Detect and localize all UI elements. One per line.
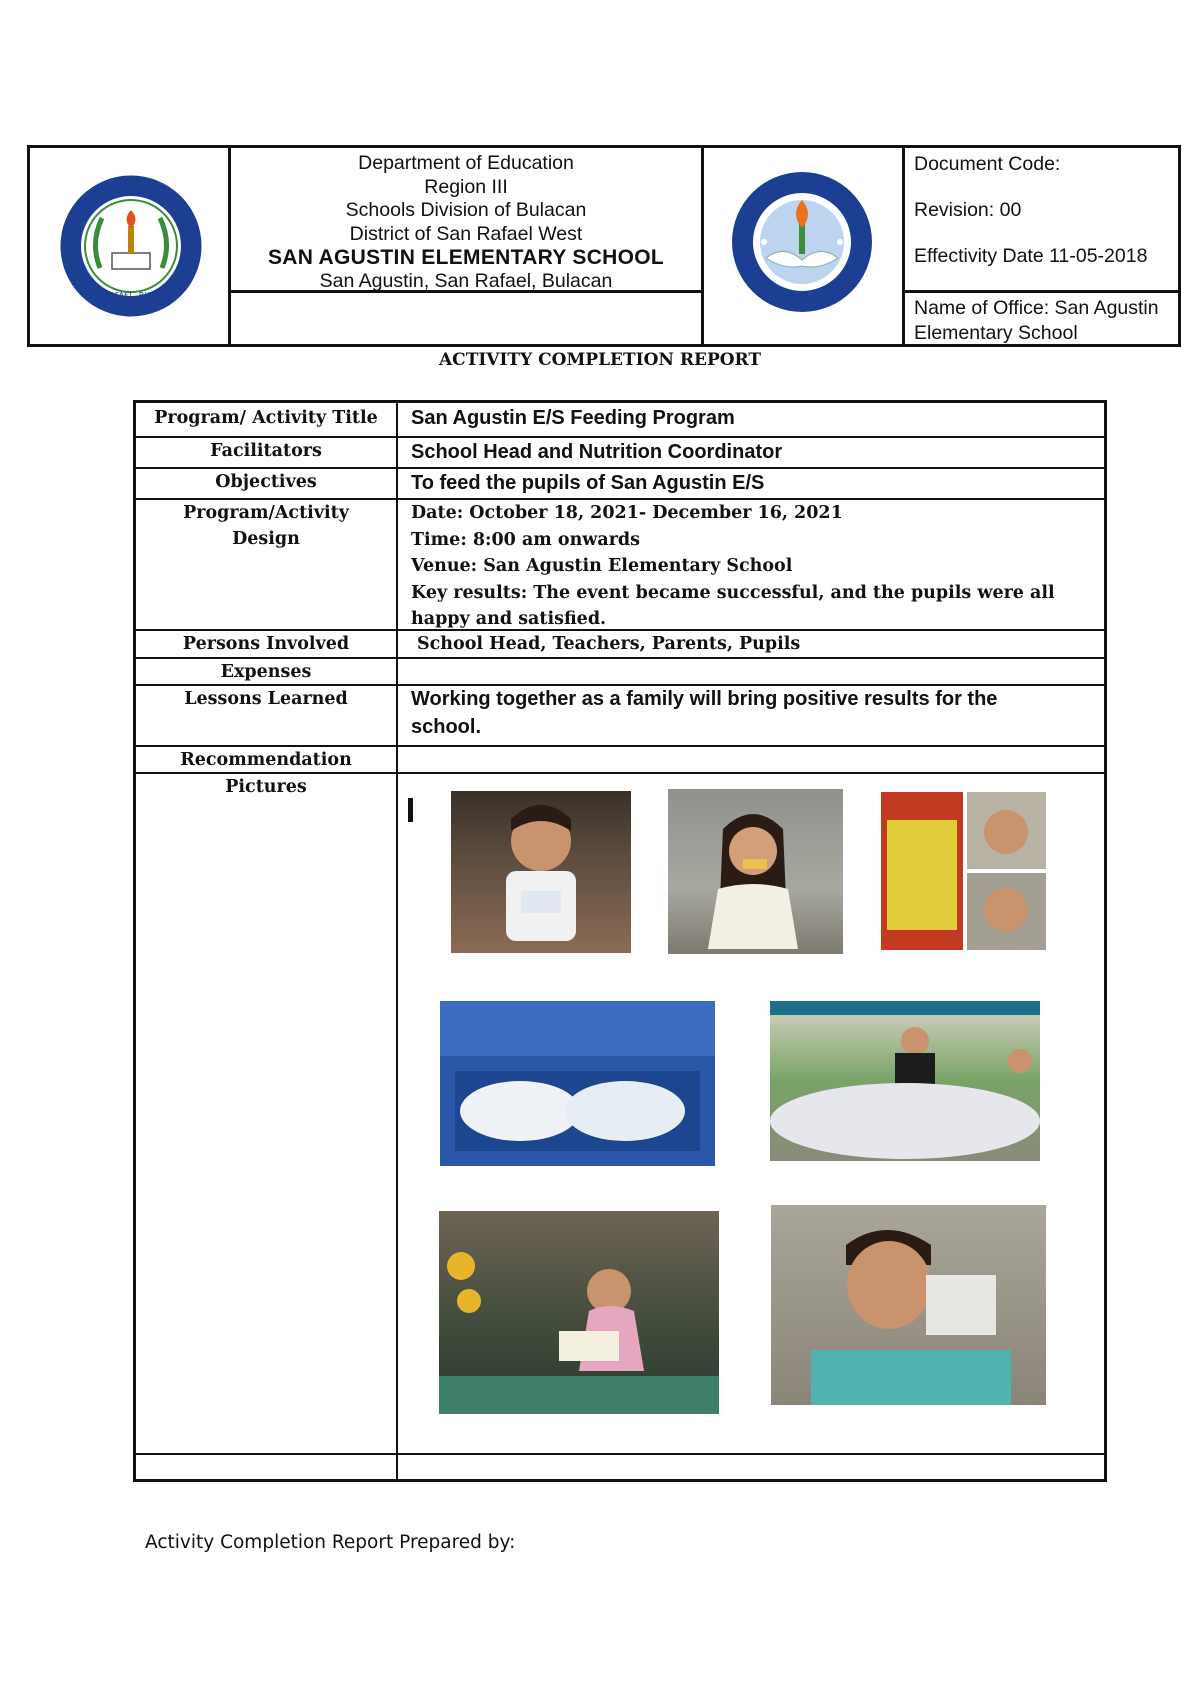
- empty-header-cell: [228, 290, 704, 347]
- district-seal-icon: [704, 148, 908, 350]
- value-program-title: San Agustin E/S Feeding Program: [411, 407, 735, 429]
- label-facilitators: Facilitators: [210, 441, 322, 461]
- photo-cooler-packs: [440, 1001, 715, 1166]
- label-design-line2: Design: [232, 529, 300, 549]
- photo-girl-eating-image: [668, 789, 843, 954]
- district-name: District of San Rafael West: [349, 222, 583, 245]
- agency-info: [228, 145, 704, 293]
- design-date: Date: October 18, 2021- December 16, 2021: [411, 503, 843, 523]
- revision: Revision: 00: [914, 199, 1022, 221]
- photo-cooler-packs-image: [440, 1001, 715, 1166]
- photo-girl-holding-pack-image: [451, 791, 631, 953]
- value-objectives: To feed the pupils of San Agustin E/S: [411, 472, 765, 494]
- value-lessons: Working together as a family will bring positive results for the school.: [411, 688, 998, 738]
- school-logo-cell: [27, 145, 231, 347]
- label-persons: Persons Involved: [182, 634, 350, 654]
- department-name: Department of Education: [358, 152, 574, 174]
- label-recommendation: Recommendation: [180, 750, 352, 770]
- label-objectives: Objectives: [215, 472, 317, 492]
- effectivity-date: Effectivity Date 11-05-2018: [914, 245, 1148, 267]
- region-name: Region III: [424, 175, 508, 198]
- text-cursor: [408, 798, 413, 822]
- label-design-line1: Program/Activity: [183, 503, 349, 523]
- photo-girl-holding-pack: [451, 791, 631, 953]
- value-persons: School Head, Teachers, Parents, Pupils: [417, 634, 801, 654]
- label-expenses: Expenses: [220, 662, 312, 682]
- photo-girl-eating: [668, 789, 843, 954]
- document-header: [27, 145, 1181, 347]
- value-facilitators: School Head and Nutrition Coordinator: [411, 441, 783, 463]
- value-design: [411, 500, 1101, 633]
- photo-collage-juice-image: [881, 792, 1046, 950]
- photo-girl-with-sunflowers: [439, 1211, 719, 1414]
- school-address: San Agustin, San Rafael, Bulacan: [319, 269, 613, 292]
- photo-girl-with-sunflowers-image: [439, 1211, 719, 1414]
- svg-text:SAN RAFAEL, BULACAN: SAN RAFAEL, BULACAN: [84, 291, 178, 300]
- school-name: SAN AGUSTIN ELEMENTARY SCHOOL: [267, 246, 665, 269]
- photo-food-packs-distribution-image: [770, 1001, 1040, 1161]
- school-seal-icon: [30, 148, 234, 350]
- design-key-results: Key results: The event became successful, and the pupils were all happy and satisfied.: [411, 582, 1055, 629]
- report-title: ACTIVITY COMPLETION REPORT: [438, 350, 762, 370]
- document-control: [902, 145, 1181, 293]
- division-name: Schools Division of Bulacan: [345, 199, 587, 221]
- design-venue: Venue: San Agustin Elementary School: [411, 556, 793, 576]
- label-pictures: Pictures: [225, 777, 307, 797]
- design-time: Time: 8:00 am onwards: [411, 529, 641, 550]
- photo-boy-eating: [771, 1205, 1046, 1405]
- district-logo-cell: [701, 145, 905, 347]
- label-design: [136, 500, 396, 552]
- label-program-title: Program/ Activity Title: [154, 408, 378, 428]
- column-divider: [396, 403, 398, 1479]
- document-code: Document Code:: [914, 153, 1061, 175]
- photo-collage-juice: [881, 792, 1046, 950]
- office-name: Name of Office: San Agustin Elementary School: [902, 290, 1181, 347]
- photo-food-packs-distribution: [770, 1001, 1040, 1161]
- prepared-by-label: Activity Completion Report Prepared by:: [145, 1532, 516, 1553]
- label-lessons: Lessons Learned: [184, 689, 348, 709]
- photo-boy-eating-image: [771, 1205, 1046, 1405]
- row-divider: [136, 1453, 1104, 1455]
